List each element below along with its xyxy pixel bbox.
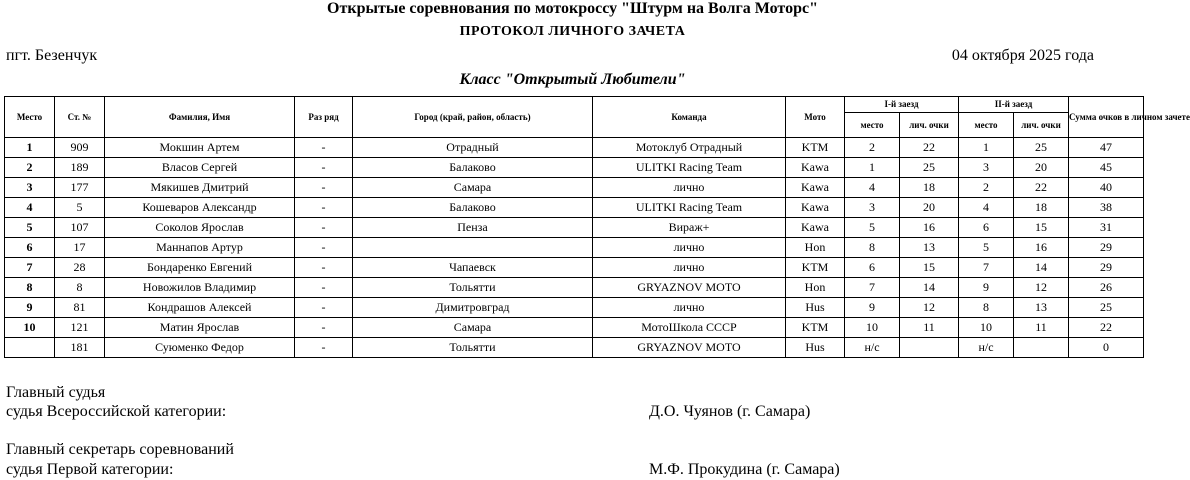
cell-city: Балаково xyxy=(353,158,593,178)
cell-race2-place: 5 xyxy=(959,238,1014,258)
cell-race1-points: 12 xyxy=(900,298,959,318)
cell-name: Мокшин Артем xyxy=(105,138,295,158)
cell-race1-points: 18 xyxy=(900,178,959,198)
cell-race2-place: 1 xyxy=(959,138,1014,158)
cell-number: 28 xyxy=(55,258,105,278)
cell-city: Тольятти xyxy=(353,338,593,358)
cell-moto: Hus xyxy=(786,338,845,358)
cell-race2-points xyxy=(1014,338,1069,358)
cell-rank: - xyxy=(295,338,353,358)
cell-race1-place: 7 xyxy=(845,278,900,298)
cell-moto: Hon xyxy=(786,278,845,298)
class-title: Класс "Открытый Любители" xyxy=(459,71,686,88)
col-header-number: Ст. № xyxy=(55,97,105,138)
cell-team: лично xyxy=(593,238,786,258)
cell-race1-points: 25 xyxy=(900,158,959,178)
cell-team: лично xyxy=(593,258,786,278)
chief-judge-name: Д.О. Чуянов (г. Самара) xyxy=(649,403,811,420)
cell-race2-place: 4 xyxy=(959,198,1014,218)
cell-name: Соколов Ярослав xyxy=(105,218,295,238)
cell-moto: Kawa xyxy=(786,178,845,198)
cell-race1-place: 9 xyxy=(845,298,900,318)
document-title: Открытые соревнования по мотокроссу "Штурм на Волга Моторс" xyxy=(327,0,818,17)
table-row xyxy=(5,318,1144,338)
cell-team: GRYAZNOV MOTO xyxy=(593,338,786,358)
cell-race2-points: 14 xyxy=(1014,258,1069,278)
cell-name: Кондрашов Алексей xyxy=(105,298,295,318)
table-row xyxy=(5,178,1144,198)
cell-number: 177 xyxy=(55,178,105,198)
cell-place: 10 xyxy=(5,318,55,338)
cell-place: 1 xyxy=(5,138,55,158)
cell-race2-points: 11 xyxy=(1014,318,1069,338)
cell-city: Отрадный xyxy=(353,138,593,158)
cell-city: Чапаевск xyxy=(353,258,593,278)
col-header-moto: Мото xyxy=(786,97,845,138)
cell-race2-points: 16 xyxy=(1014,238,1069,258)
cell-moto: KTM xyxy=(786,318,845,338)
cell-race1-place: н/с xyxy=(845,338,900,358)
col-header-team: Команда xyxy=(593,97,786,138)
cell-number: 5 xyxy=(55,198,105,218)
cell-number: 189 xyxy=(55,158,105,178)
chief-secretary-role: Главный секретарь соревнований xyxy=(6,441,234,458)
cell-moto: Hus xyxy=(786,298,845,318)
cell-race1-points: 16 xyxy=(900,218,959,238)
cell-team: ULITKI Racing Team xyxy=(593,158,786,178)
event-date: 04 октября 2025 года xyxy=(951,47,1094,64)
cell-total: 0 xyxy=(1069,338,1144,358)
col-header-rank: Раз ряд xyxy=(295,97,353,138)
cell-race1-points: 14 xyxy=(900,278,959,298)
cell-moto: Kawa xyxy=(786,158,845,178)
table-row xyxy=(5,238,1144,258)
table-row xyxy=(5,278,1144,298)
chief-secretary-category: судья Первой категории: xyxy=(6,461,174,478)
cell-race1-place: 10 xyxy=(845,318,900,338)
cell-place: 8 xyxy=(5,278,55,298)
cell-race1-points: 22 xyxy=(900,138,959,158)
cell-team: Вираж+ xyxy=(593,218,786,238)
cell-total: 38 xyxy=(1069,198,1144,218)
cell-total: 31 xyxy=(1069,218,1144,238)
col-header-race1-points: лич. очки xyxy=(900,113,959,138)
cell-race1-place: 6 xyxy=(845,258,900,278)
cell-city: Балаково xyxy=(353,198,593,218)
cell-name: Мякишев Дмитрий xyxy=(105,178,295,198)
cell-name: Матин Ярослав xyxy=(105,318,295,338)
cell-rank: - xyxy=(295,138,353,158)
cell-place: 9 xyxy=(5,298,55,318)
cell-rank: - xyxy=(295,318,353,338)
results-table xyxy=(4,96,1190,358)
chief-judge-role: Главный судья xyxy=(6,384,106,401)
col-header-race2-points: лич. очки xyxy=(1014,113,1069,138)
cell-total: 29 xyxy=(1069,258,1144,278)
cell-race2-place: 9 xyxy=(959,278,1014,298)
cell-name: Маннапов Артур xyxy=(105,238,295,258)
cell-city: Тольятти xyxy=(353,278,593,298)
cell-number: 8 xyxy=(55,278,105,298)
cell-team: Мотоклуб Отрадный xyxy=(593,138,786,158)
col-header-city: Город (край, район, область) xyxy=(353,97,593,138)
col-header-race1: I-й заезд xyxy=(845,97,959,113)
cell-moto: KTM xyxy=(786,258,845,278)
cell-moto: Kawa xyxy=(786,198,845,218)
cell-total: 29 xyxy=(1069,238,1144,258)
col-header-sum: Сумма очков в личном зачете xyxy=(1069,97,1144,138)
cell-race2-points: 15 xyxy=(1014,218,1069,238)
cell-place: 7 xyxy=(5,258,55,278)
chief-secretary-name: М.Ф. Прокудина (г. Самара) xyxy=(649,461,840,478)
cell-race1-points: 20 xyxy=(900,198,959,218)
cell-number: 181 xyxy=(55,338,105,358)
cell-race1-points: 13 xyxy=(900,238,959,258)
results-body xyxy=(5,138,1144,358)
cell-moto: Hon xyxy=(786,238,845,258)
cell-city xyxy=(353,238,593,258)
cell-place xyxy=(5,338,55,358)
cell-total: 40 xyxy=(1069,178,1144,198)
col-header-race2: II-й заезд xyxy=(959,97,1069,113)
cell-place: 3 xyxy=(5,178,55,198)
cell-team: МотоШкола СССР xyxy=(593,318,786,338)
cell-number: 909 xyxy=(55,138,105,158)
cell-number: 121 xyxy=(55,318,105,338)
table-row xyxy=(5,198,1144,218)
cell-race2-points: 12 xyxy=(1014,278,1069,298)
col-header-name: Фамилия, Имя xyxy=(105,97,295,138)
table-row xyxy=(5,158,1144,178)
cell-name: Бондаренко Евгений xyxy=(105,258,295,278)
event-place: пгт. Безенчук xyxy=(6,47,98,64)
cell-team: лично xyxy=(593,178,786,198)
cell-name: Новожилов Владимир xyxy=(105,278,295,298)
cell-race1-place: 8 xyxy=(845,238,900,258)
cell-race2-points: 13 xyxy=(1014,298,1069,318)
cell-rank: - xyxy=(295,298,353,318)
col-header-place: Место xyxy=(5,97,55,138)
cell-rank: - xyxy=(295,178,353,198)
cell-race2-points: 18 xyxy=(1014,198,1069,218)
cell-rank: - xyxy=(295,278,353,298)
table-row xyxy=(5,338,1144,358)
table-row xyxy=(5,218,1144,238)
cell-rank: - xyxy=(295,238,353,258)
cell-rank: - xyxy=(295,218,353,238)
table-row xyxy=(5,258,1144,278)
cell-race1-place: 4 xyxy=(845,178,900,198)
cell-race2-place: 2 xyxy=(959,178,1014,198)
cell-race2-place: 7 xyxy=(959,258,1014,278)
cell-team: GRYAZNOV MOTO xyxy=(593,278,786,298)
protocol-subtitle: ПРОТОКОЛ ЛИЧНОГО ЗАЧЕТА xyxy=(459,24,686,39)
cell-total: 45 xyxy=(1069,158,1144,178)
cell-race2-points: 22 xyxy=(1014,178,1069,198)
cell-number: 17 xyxy=(55,238,105,258)
cell-city: Самара xyxy=(353,178,593,198)
cell-name: Власов Сергей xyxy=(105,158,295,178)
cell-name: Кошеваров Александр xyxy=(105,198,295,218)
cell-race1-points: 15 xyxy=(900,258,959,278)
cell-race1-place: 1 xyxy=(845,158,900,178)
table-row xyxy=(5,138,1144,158)
cell-city: Самара xyxy=(353,318,593,338)
cell-race2-points: 25 xyxy=(1014,138,1069,158)
cell-race1-place: 2 xyxy=(845,138,900,158)
cell-race2-points: 20 xyxy=(1014,158,1069,178)
cell-race2-place: н/с xyxy=(959,338,1014,358)
cell-place: 4 xyxy=(5,198,55,218)
cell-total: 25 xyxy=(1069,298,1144,318)
cell-moto: Kawa xyxy=(786,218,845,238)
cell-race2-place: 8 xyxy=(959,298,1014,318)
cell-place: 6 xyxy=(5,238,55,258)
cell-team: лично xyxy=(593,298,786,318)
cell-rank: - xyxy=(295,158,353,178)
cell-race2-place: 3 xyxy=(959,158,1014,178)
cell-rank: - xyxy=(295,258,353,278)
cell-place: 5 xyxy=(5,218,55,238)
cell-city: Пенза xyxy=(353,218,593,238)
cell-name: Суюменко Федор xyxy=(105,338,295,358)
cell-race1-points: 11 xyxy=(900,318,959,338)
cell-place: 2 xyxy=(5,158,55,178)
cell-city: Димитровград xyxy=(353,298,593,318)
cell-team: ULITKI Racing Team xyxy=(593,198,786,218)
cell-race1-points xyxy=(900,338,959,358)
cell-total: 26 xyxy=(1069,278,1144,298)
cell-total: 22 xyxy=(1069,318,1144,338)
cell-moto: KTM xyxy=(786,138,845,158)
cell-race1-place: 3 xyxy=(845,198,900,218)
cell-rank: - xyxy=(295,198,353,218)
chief-judge-category: судья Всероссийской категории: xyxy=(6,403,227,420)
col-header-race1-place: место xyxy=(845,113,900,138)
col-header-race2-place: место xyxy=(959,113,1014,138)
cell-number: 81 xyxy=(55,298,105,318)
cell-number: 107 xyxy=(55,218,105,238)
table-row xyxy=(5,298,1144,318)
cell-race2-place: 10 xyxy=(959,318,1014,338)
cell-race2-place: 6 xyxy=(959,218,1014,238)
cell-total: 47 xyxy=(1069,138,1144,158)
cell-race1-place: 5 xyxy=(845,218,900,238)
